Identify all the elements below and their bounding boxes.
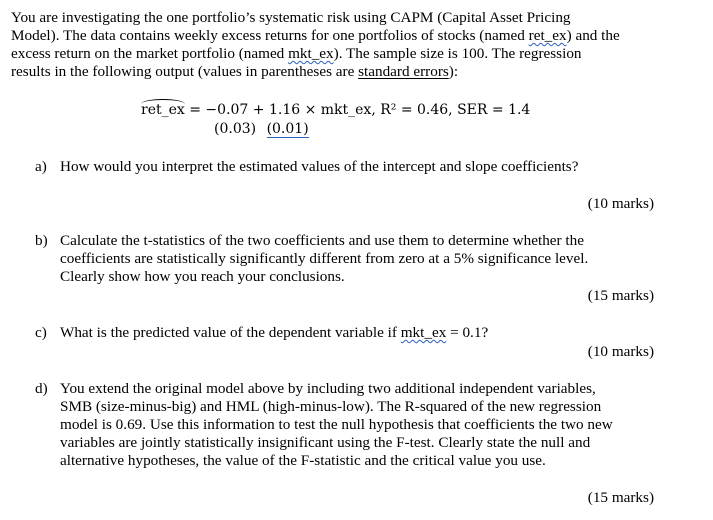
question-text-part: What is the predicted value of the dependent variable if	[60, 324, 401, 341]
question-text-part: = 0.1?	[446, 324, 489, 341]
marks-label: (10 marks)	[587, 343, 654, 360]
intro-text: results in the following output (values in parentheses are	[11, 63, 359, 80]
question-text	[60, 324, 488, 342]
intro-text: excess return on the market portfolio (named	[11, 45, 289, 62]
equation-rhs: = −0.07 + 1.16 × mkt_ex, R² = 0.46, SER = 1.4	[184, 102, 531, 118]
question-text: alternative hypotheses, the value of the F-statistic and the critical value you use.	[60, 452, 546, 469]
question-text: Calculate the t-statistics of the two coefficients and use them to determine whether the	[60, 232, 584, 249]
question-text: variables are jointly statistically insignificant using the F-test. Clearly state the null and	[60, 434, 591, 451]
question-label: c)	[35, 324, 47, 341]
question-text: How would you interpret the estimated values of the intercept and slope coefficients?	[60, 158, 579, 175]
marks-label: (10 marks)	[587, 195, 654, 212]
question-text: model is 0.69. Use this information to test the null hypothesis that coefficients the two new	[60, 416, 613, 433]
standard-errors-term: standard errors	[358, 63, 449, 80]
intro-text: ):	[448, 63, 459, 80]
question-text: You extend the original model above by including two additional independent variables,	[60, 380, 596, 397]
variable-mkt-ex: mkt_ex	[288, 45, 334, 62]
question-label: b)	[35, 232, 48, 249]
marks-label: (15 marks)	[587, 489, 654, 506]
question-label: d)	[35, 380, 48, 397]
standard-errors-line	[214, 120, 309, 138]
se-slope: (0.01)	[266, 121, 309, 137]
se-intercept: (0.03)	[214, 121, 257, 137]
intro-line-1	[11, 9, 571, 27]
question-label: a)	[35, 158, 47, 175]
intro-text: ). The sample size is 100. The regression	[333, 45, 582, 62]
equation-line	[141, 101, 530, 119]
intro-line-2	[11, 27, 620, 45]
intro-text: Model). The data contains weekly excess returns for one portfolios of stocks (named	[11, 27, 529, 44]
marks-label: (15 marks)	[587, 287, 654, 304]
question-text: coefficients are statistically significantly different from zero at a 5% significance level.	[60, 250, 589, 267]
question-text: Clearly show how you reach your conclusions.	[60, 268, 345, 285]
intro-line-4	[11, 63, 458, 81]
question-text: SMB (size-minus-big) and HML (high-minus-low). The R-squared of the new regression	[60, 398, 602, 415]
equation-lhs: ret_ex	[141, 102, 185, 118]
intro-text: You are investigating the one portfolio’s systematic risk using CAPM (Capital Asset Pricing	[11, 9, 571, 26]
variable-mkt-ex: mkt_ex	[400, 324, 447, 341]
intro-line-3	[11, 45, 582, 63]
variable-ret-ex: ret_ex	[528, 27, 567, 44]
intro-text: ) and the	[566, 27, 620, 44]
